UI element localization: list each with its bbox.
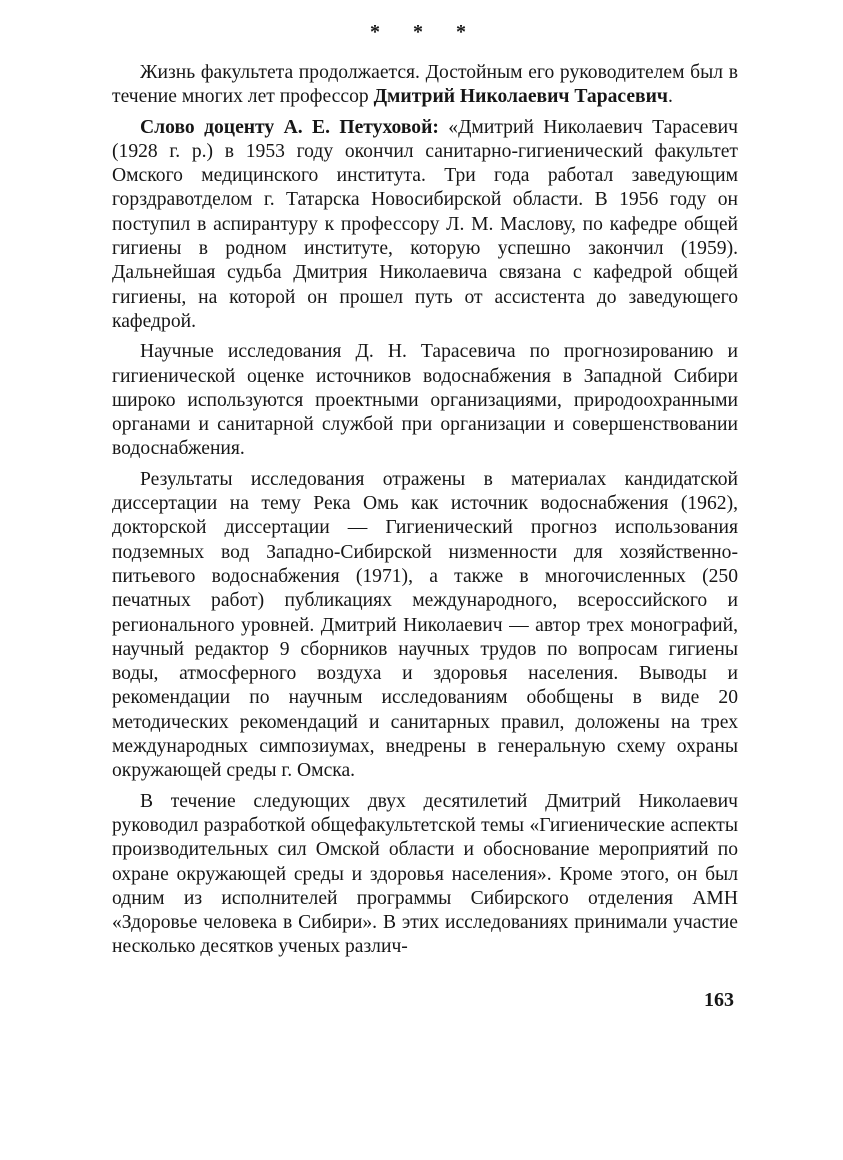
quote-attribution: Слово доценту А. Е. Петуховой:: [140, 116, 439, 138]
paragraph-intro: [112, 61, 738, 110]
intro-end: .: [667, 86, 673, 108]
section-divider: * * *: [370, 21, 480, 43]
professor-name: Дмитрий Николаевич Тарасевич: [373, 86, 668, 108]
book-page: [112, 0, 738, 1160]
page-number: 163: [704, 989, 734, 1011]
intro-text: Жизнь факультета продолжается. Достойным его руководителем был в течение многих лет профессор: [112, 62, 738, 108]
paragraph-quote: [112, 116, 738, 335]
paragraph-projects: В течение следующих двух десятилетий Дмитрий Николаевич руководил разработкой общефакультетской темы «Гигиенические аспекты производительных сил Омской области и обоснование мероприятий по охране окружающей среды и здоровья населения». Кроме этого, он был одним из исполнителей программы Сибирского отделения АМН «Здоровье человека в Сибири». В этих исследованиях принимали участие несколько десятков ученых различ-: [112, 790, 738, 958]
paragraph-research: Научные исследования Д. Н. Тарасевича по прогнозированию и гигиенической оценке источников водоснабжения в Западной Сибири широко используются проектными организациями, природоохранными органами и санитарной службой при организации и совершенствовании водоснабжения.: [112, 341, 738, 460]
body-text: [112, 61, 738, 966]
quote-text: «Дмитрий Николаевич Тарасевич (1928 г. р.) в 1953 году окончил санитарно-гигиенический факультет Омского медицинского института. Три года работал заведующим горздравотделом г. Татарска Новосибирской области. В 1956 году он поступил в аспирантуру к профессору Л. М. Маслову, по кафедре общей гигиены в родном институте, которую успешно закончил (1959). Дальнейшая судьба Дмитрия Николаевича связана с кафедрой общей гигиены, на которой он прошел путь от ассистента до заведующего кафедрой.: [112, 116, 738, 332]
paragraph-results: Результаты исследования отражены в материалах кандидатской диссертации на тему Река Омь как источник водоснабжения (1962), докторской диссертации — Гигиенический прогноз использования подземных вод Западно-Сибирской низменности для хозяйственно-питьевого водоснабжения (1971), а также в многочисленных (250 печатных работ) публикациях международного, всероссийского и регионального уровней. Дмитрий Николаевич — автор трех монографий, научный редактор 9 сборников научных трудов по вопросам гигиены воды, атмосферного воздуха и здоровья населения. Выводы и рекомендации по научным исследованиям обобщены в виде 20 методических рекомендаций и санитарных правил, доложены на трех международных симпозиумах, внедрены в генеральную схему охраны окружающей среды г. Омска.: [112, 468, 738, 782]
